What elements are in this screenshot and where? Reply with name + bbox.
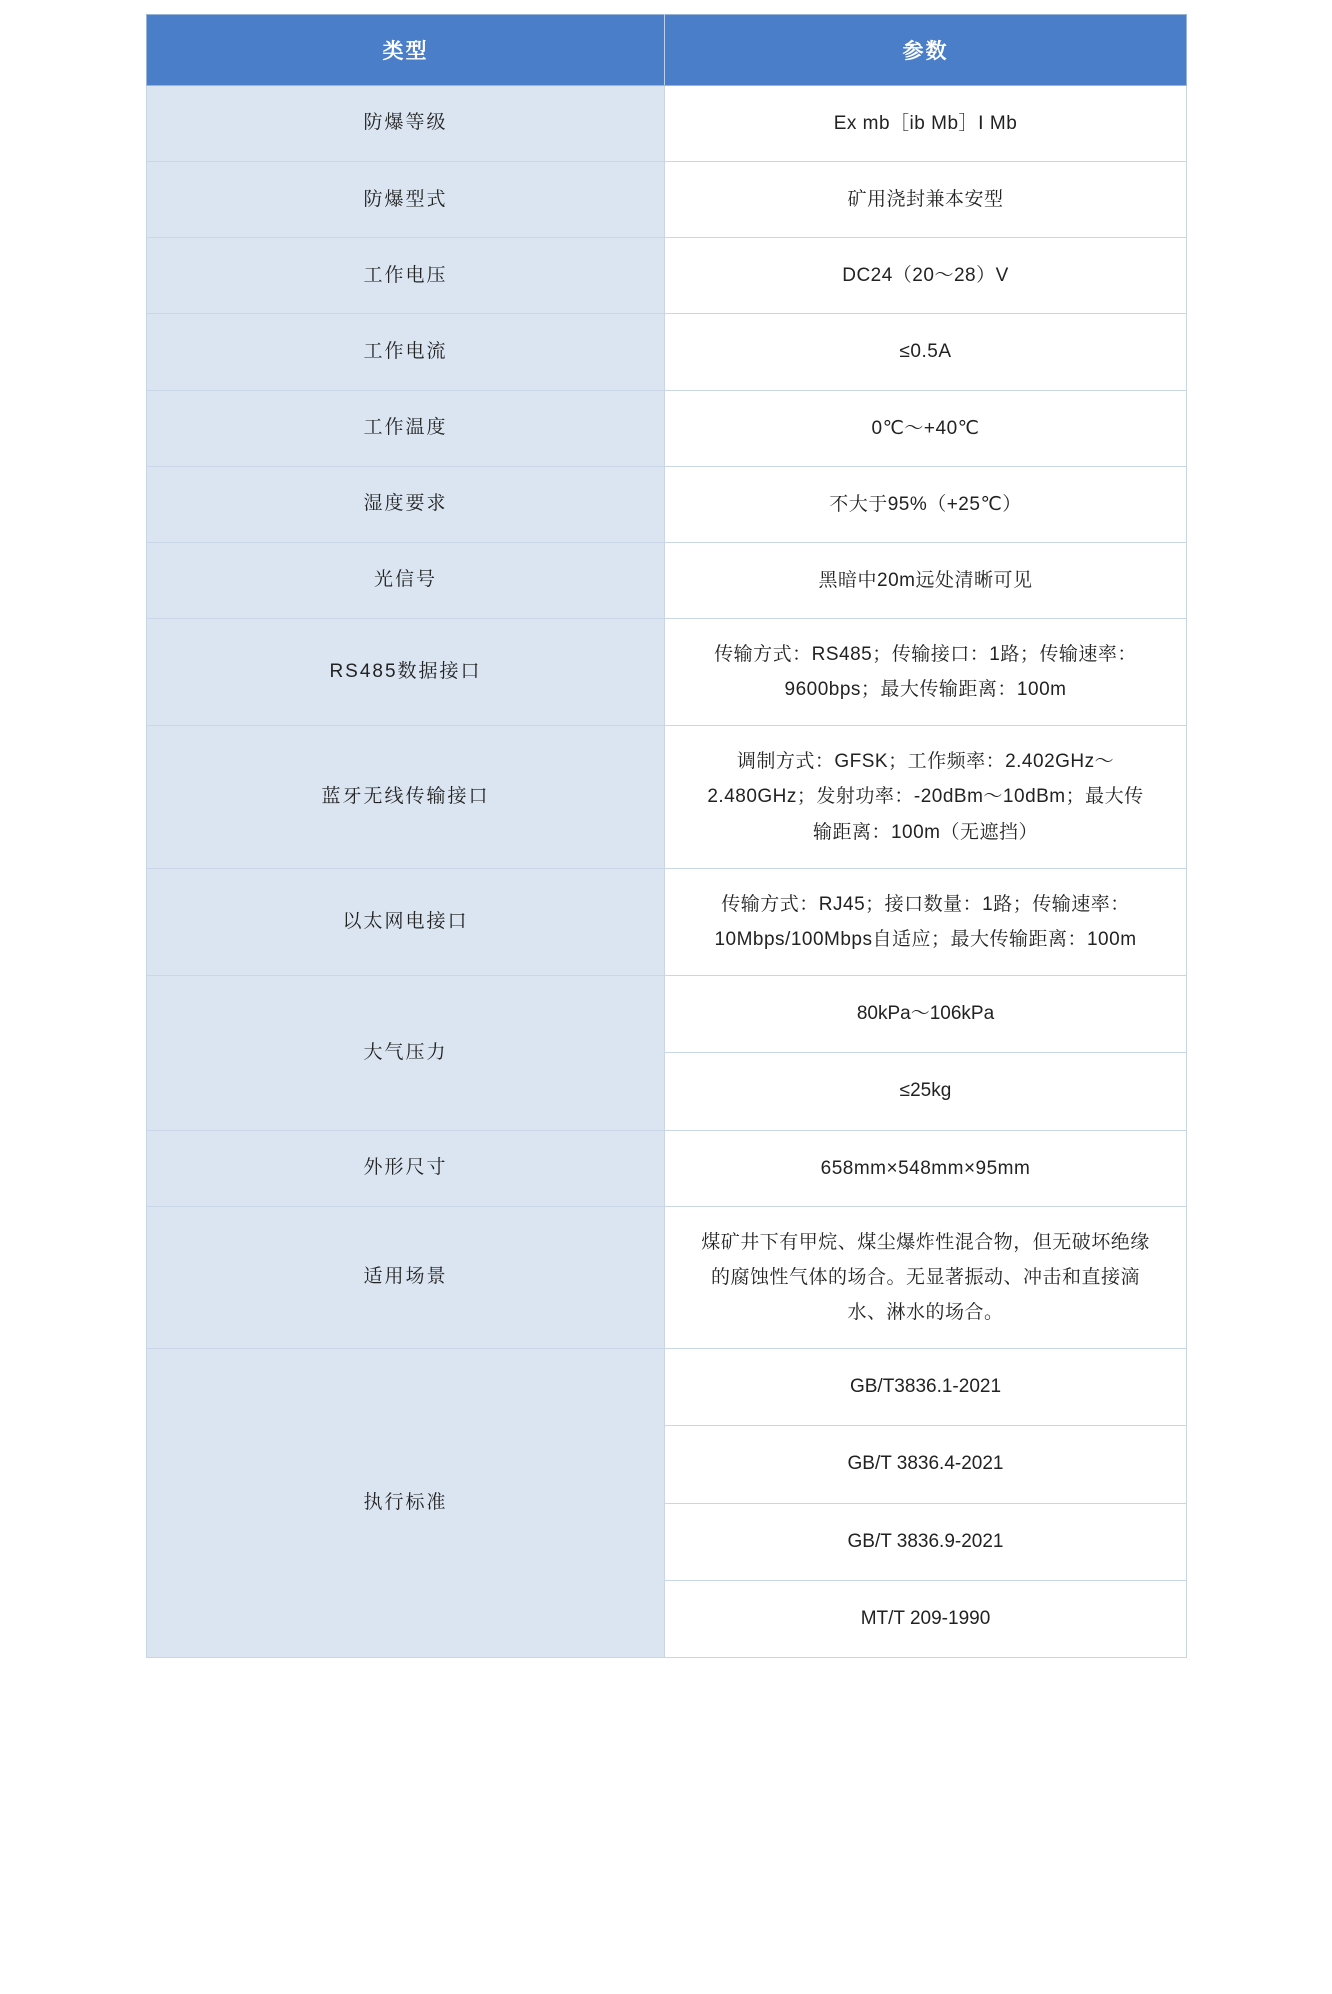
- row-param-cell: 不大于95%（+25℃）: [665, 466, 1187, 542]
- row-type-cell: 执行标准: [147, 1349, 665, 1658]
- table-row: [147, 238, 1187, 314]
- specification-table: [146, 14, 1187, 1658]
- row-type-cell: RS485数据接口: [147, 618, 665, 725]
- table-row: [147, 975, 1187, 1052]
- row-type-cell: 以太网电接口: [147, 868, 665, 975]
- table-row: [147, 542, 1187, 618]
- row-type-cell: 大气压力: [147, 975, 665, 1130]
- table-row: [147, 618, 1187, 725]
- row-param-cell: GB/T3836.1-2021: [665, 1349, 1187, 1426]
- column-header-type: 类型: [147, 15, 665, 86]
- row-param-cell: Ex mb［ib Mb］Ⅰ Mb: [665, 86, 1187, 162]
- row-param-cell: 调制方式：GFSK；工作频率：2.402GHz～2.480GHz；发射功率：-20dBm～10dBm；最大传输距离：100m（无遮挡）: [665, 726, 1187, 868]
- row-type-cell: 防爆等级: [147, 86, 665, 162]
- row-param-cell: 传输方式：RJ45；接口数量：1路；传输速率：10Mbps/100Mbps自适应；最大传输距离：100m: [665, 868, 1187, 975]
- table-row: [147, 726, 1187, 868]
- row-type-cell: 工作电流: [147, 314, 665, 390]
- row-type-cell: 适用场景: [147, 1206, 665, 1348]
- table-row: [147, 314, 1187, 390]
- row-param-cell: 矿用浇封兼本安型: [665, 162, 1187, 238]
- table-header: [147, 15, 1187, 86]
- row-param-cell: ≤25kg: [665, 1053, 1187, 1130]
- table-row: [147, 1206, 1187, 1348]
- row-param-cell: 80kPa～106kPa: [665, 975, 1187, 1052]
- row-type-cell: 工作温度: [147, 390, 665, 466]
- row-param-cell: MT/T 209-1990: [665, 1581, 1187, 1658]
- row-param-cell: 0℃～+40℃: [665, 390, 1187, 466]
- table-row: [147, 1349, 1187, 1426]
- table-row: [147, 86, 1187, 162]
- table-body: [147, 86, 1187, 1658]
- table-row: [147, 466, 1187, 542]
- row-param-cell: 煤矿井下有甲烷、煤尘爆炸性混合物，但无破坏绝缘的腐蚀性气体的场合。无显著振动、冲击和直接滴水、淋水的场合。: [665, 1206, 1187, 1348]
- spec-table-container: [146, 0, 1186, 1658]
- row-type-cell: 外形尺寸: [147, 1130, 665, 1206]
- row-type-cell: 蓝牙无线传输接口: [147, 726, 665, 868]
- table-row: [147, 390, 1187, 466]
- row-param-cell: 传输方式：RS485；传输接口：1路；传输速率：9600bps；最大传输距离：100m: [665, 618, 1187, 725]
- table-row: [147, 162, 1187, 238]
- row-type-cell: 防爆型式: [147, 162, 665, 238]
- table-row: [147, 868, 1187, 975]
- row-type-cell: 湿度要求: [147, 466, 665, 542]
- row-param-cell: 658mm×548mm×95mm: [665, 1130, 1187, 1206]
- row-type-cell: 工作电压: [147, 238, 665, 314]
- column-header-param: 参数: [665, 15, 1187, 86]
- row-param-cell: GB/T 3836.4-2021: [665, 1426, 1187, 1503]
- row-type-cell: 光信号: [147, 542, 665, 618]
- table-header-row: [147, 15, 1187, 86]
- row-param-cell: DC24（20～28）V: [665, 238, 1187, 314]
- row-param-cell: GB/T 3836.9-2021: [665, 1503, 1187, 1580]
- row-param-cell: ≤0.5A: [665, 314, 1187, 390]
- table-row: [147, 1130, 1187, 1206]
- row-param-cell: 黑暗中20m远处清晰可见: [665, 542, 1187, 618]
